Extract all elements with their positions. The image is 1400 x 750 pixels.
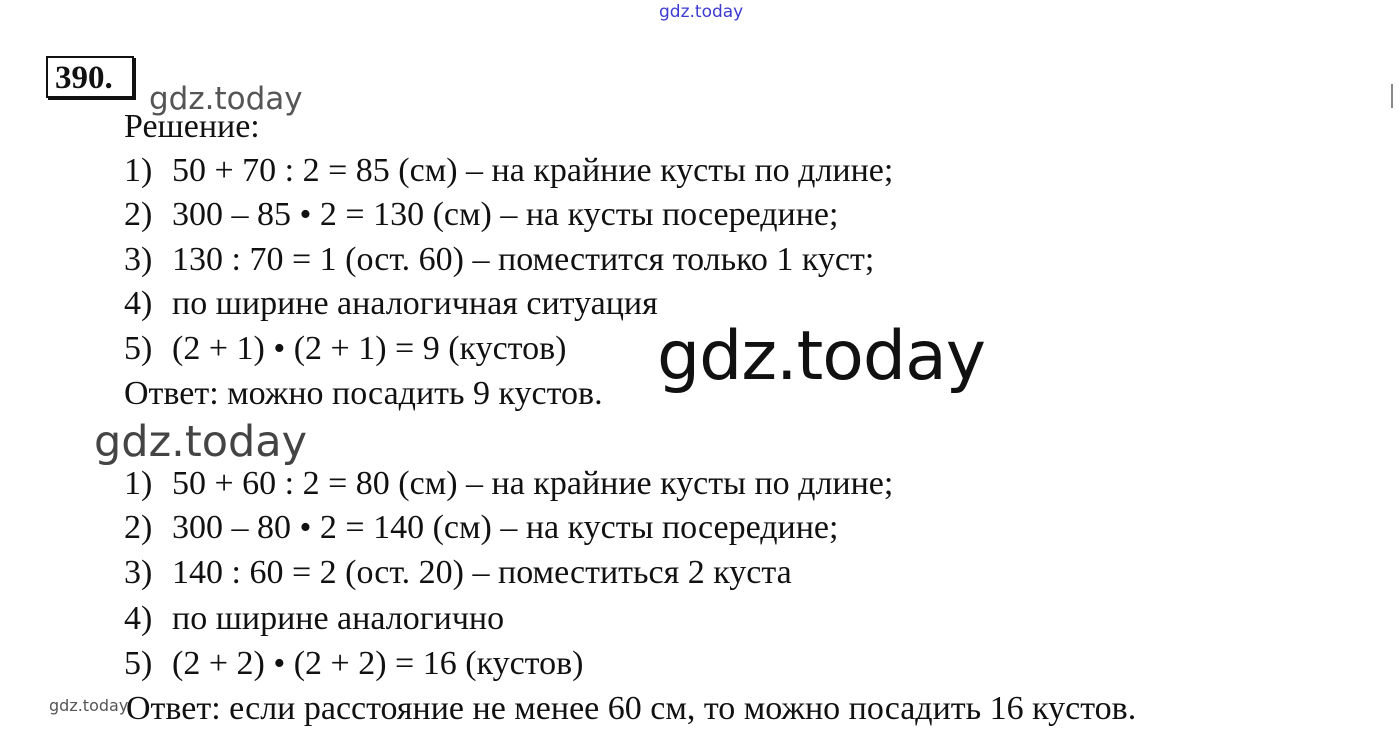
step-line xyxy=(124,152,893,190)
watermark-big: gdz.today xyxy=(657,317,985,396)
step-text: (2 + 2) • (2 + 2) = 16 (кустов) xyxy=(172,645,584,682)
step-line xyxy=(124,241,874,279)
step-text: по ширине аналогичная ситуация xyxy=(172,285,658,322)
answer-line-2: Ответ: если расстояние не менее 60 см, то можно посадить 16 кустов. xyxy=(126,690,1137,727)
task-number-box xyxy=(46,56,134,98)
watermark-middle: gdz.today xyxy=(94,417,308,467)
step-number: 1) xyxy=(124,465,153,502)
step-text: 140 : 60 = 2 (ост. 20) – поместиться 2 куста xyxy=(172,554,792,591)
step-number: 5) xyxy=(124,645,153,682)
step-number: 2) xyxy=(124,196,153,233)
step-number: 3) xyxy=(124,554,153,591)
step-line xyxy=(124,465,893,503)
step-text: 50 + 70 : 2 = 85 (см) – на крайние кусты по длине; xyxy=(172,152,894,189)
answer-line-1: Ответ: можно посадить 9 кустов. xyxy=(124,375,603,412)
edge-divider xyxy=(1391,84,1393,108)
watermark-near-title: gdz.today xyxy=(149,81,303,117)
step-text: 50 + 60 : 2 = 80 (см) – на крайние кусты по длине; xyxy=(172,465,894,502)
step-number: 3) xyxy=(124,241,153,278)
step-line xyxy=(124,554,792,592)
task-number: 390. xyxy=(55,60,113,96)
step-text: 130 : 70 = 1 (ост. 60) – поместится только 1 куст; xyxy=(172,241,875,278)
step-number: 4) xyxy=(124,600,153,637)
step-number: 1) xyxy=(124,152,153,189)
step-number: 4) xyxy=(124,285,153,322)
step-line xyxy=(124,600,504,638)
solution-heading: Решение: xyxy=(124,108,260,145)
step-line xyxy=(124,285,658,323)
watermark-bottom-left: gdz.today xyxy=(49,696,129,715)
watermark-top: gdz.today xyxy=(659,2,744,22)
step-text: (2 + 1) • (2 + 1) = 9 (кустов) xyxy=(172,330,567,367)
step-text: 300 – 80 • 2 = 140 (см) – на кусты посередине; xyxy=(172,509,839,546)
step-number: 2) xyxy=(124,509,153,546)
step-line xyxy=(124,330,566,368)
step-line xyxy=(124,196,838,234)
step-number: 5) xyxy=(124,330,153,367)
step-line xyxy=(124,509,838,547)
step-line xyxy=(124,645,583,683)
step-text: по ширине аналогично xyxy=(172,600,505,637)
step-text: 300 – 85 • 2 = 130 (см) – на кусты посередине; xyxy=(172,196,839,233)
